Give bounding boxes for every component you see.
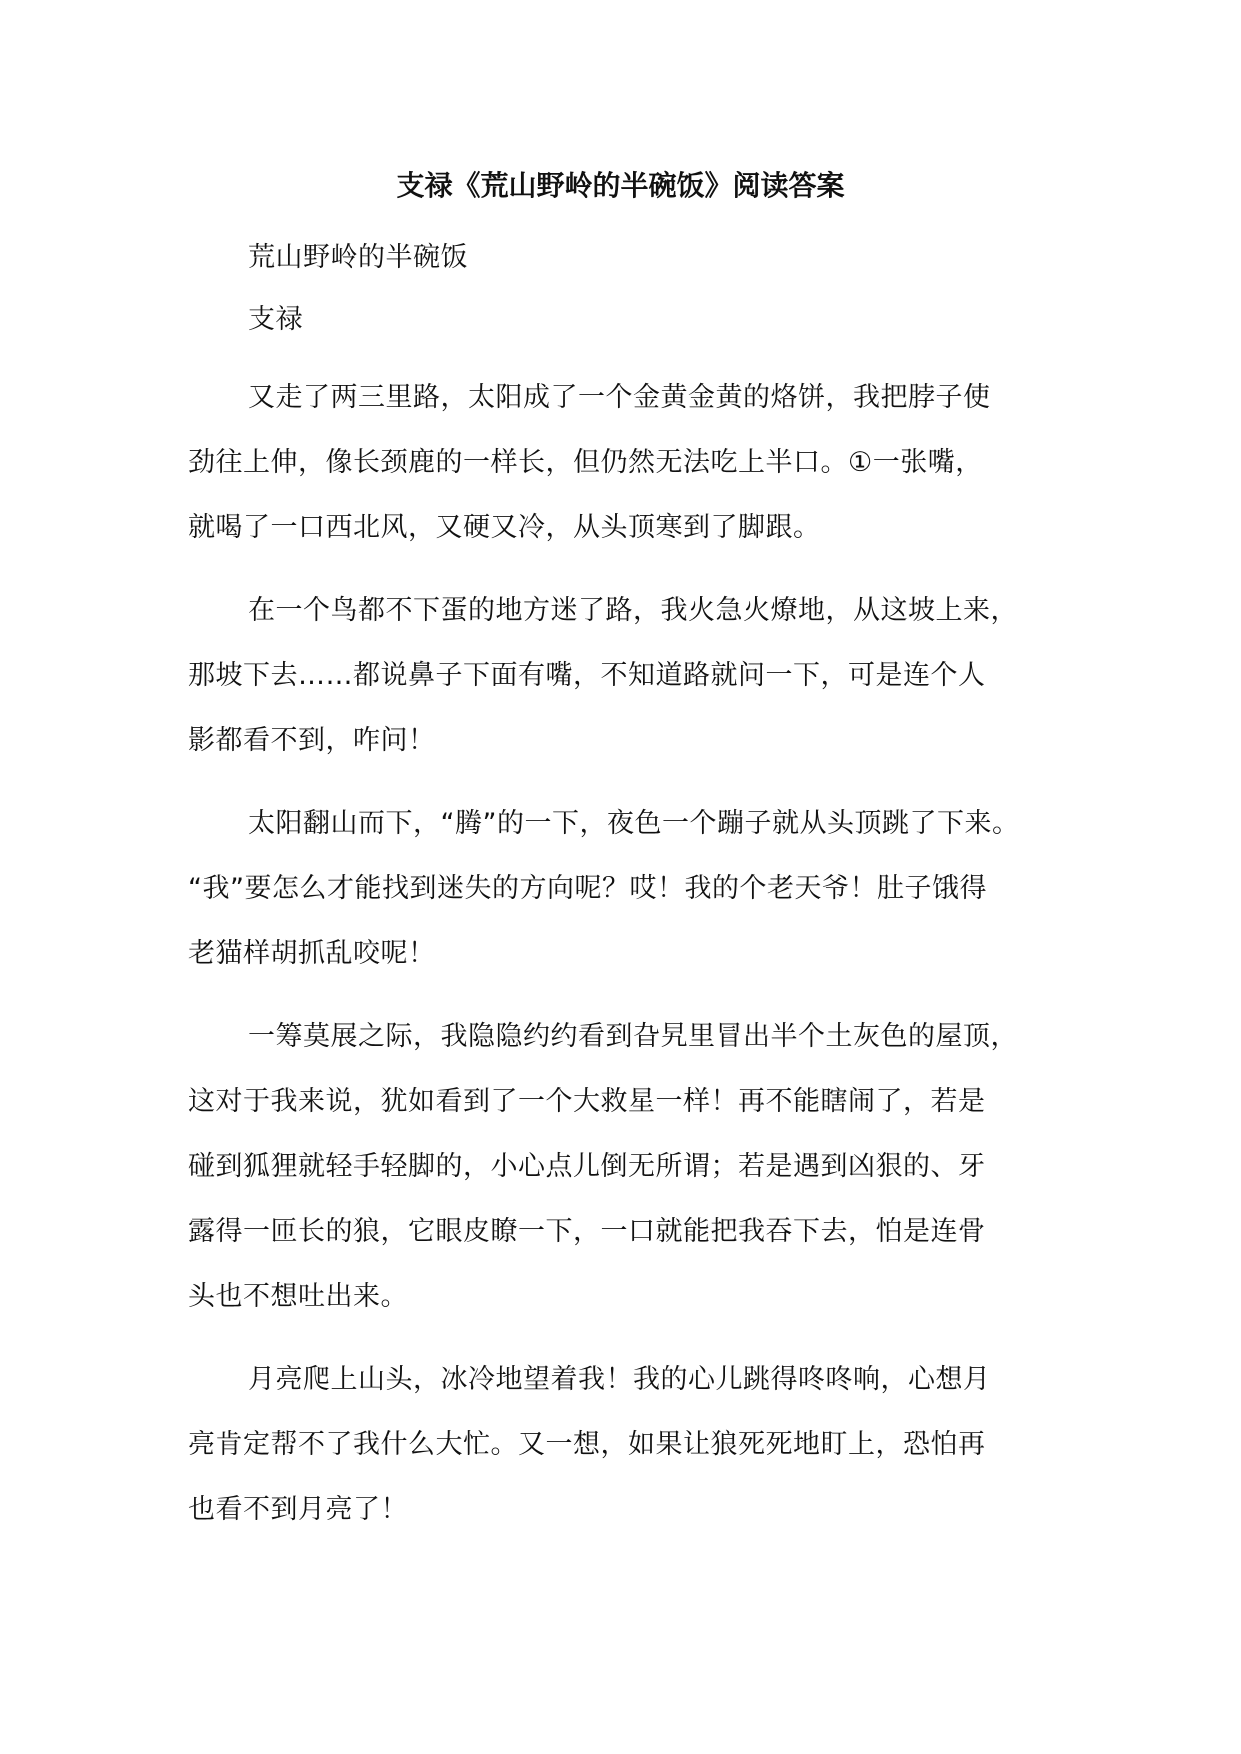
paragraph-line: 老猫样胡抓乱咬呢！ — [188, 938, 436, 969]
article-author: 支禄 — [248, 304, 303, 335]
paragraph-line: 劲往上伸，像长颈鹿的一样长，但仍然无法吃上半口。①一张嘴， — [188, 447, 983, 478]
paragraph-line: 月亮爬上山头，冰冷地望着我！我的心儿跳得咚咚响，心想月 — [248, 1364, 991, 1395]
paragraph-line: “我”要怎么才能找到迷失的方向呢？哎！我的个老天爷！肚子饿得 — [188, 873, 987, 904]
document-title: 支禄《荒山野岭的半碗饭》阅读答案 — [396, 169, 845, 202]
paragraph-line: 碰到狐狸就轻手轻脚的，小心点儿倒无所谓；若是遇到凶狠的、牙 — [188, 1151, 986, 1182]
paragraph-line: 亮肯定帮不了我什么大忙。又一想，如果让狼死死地盯上，恐怕再 — [188, 1429, 986, 1460]
paragraph-line: 影都看不到，咋问！ — [188, 725, 436, 756]
paragraph-line: 这对于我来说，犹如看到了一个大救星一样！再不能瞎闹了，若是 — [188, 1086, 986, 1117]
paragraph-line: 露得一匝长的狼，它眼皮瞭一下，一口就能把我吞下去，怕是连骨 — [188, 1216, 986, 1247]
paragraph-line: 就喝了一口西北风，又硬又冷，从头顶寒到了脚跟。 — [188, 512, 821, 543]
article-title: 荒山野岭的半碗饭 — [248, 242, 468, 273]
paragraph-line: 太阳翻山而下，“腾”的一下，夜色一个蹦子就从头顶跳了下来。 — [248, 808, 1020, 839]
paragraph-line: 那坡下去……都说鼻子下面有嘴，不知道路就问一下，可是连个人 — [188, 660, 986, 691]
paragraph-line: 一筹莫展之际，我隐隐约约看到旮旯里冒出半个土灰色的屋顶， — [248, 1021, 1018, 1052]
paragraph-line: 头也不想吐出来。 — [188, 1281, 408, 1312]
paragraph-line: 也看不到月亮了！ — [188, 1494, 408, 1525]
paragraph-line: 在一个鸟都不下蛋的地方迷了路，我火急火燎地，从这坡上来， — [248, 595, 1018, 626]
paragraph-line: 又走了两三里路，太阳成了一个金黄金黄的烙饼，我把脖子使 — [248, 382, 991, 413]
